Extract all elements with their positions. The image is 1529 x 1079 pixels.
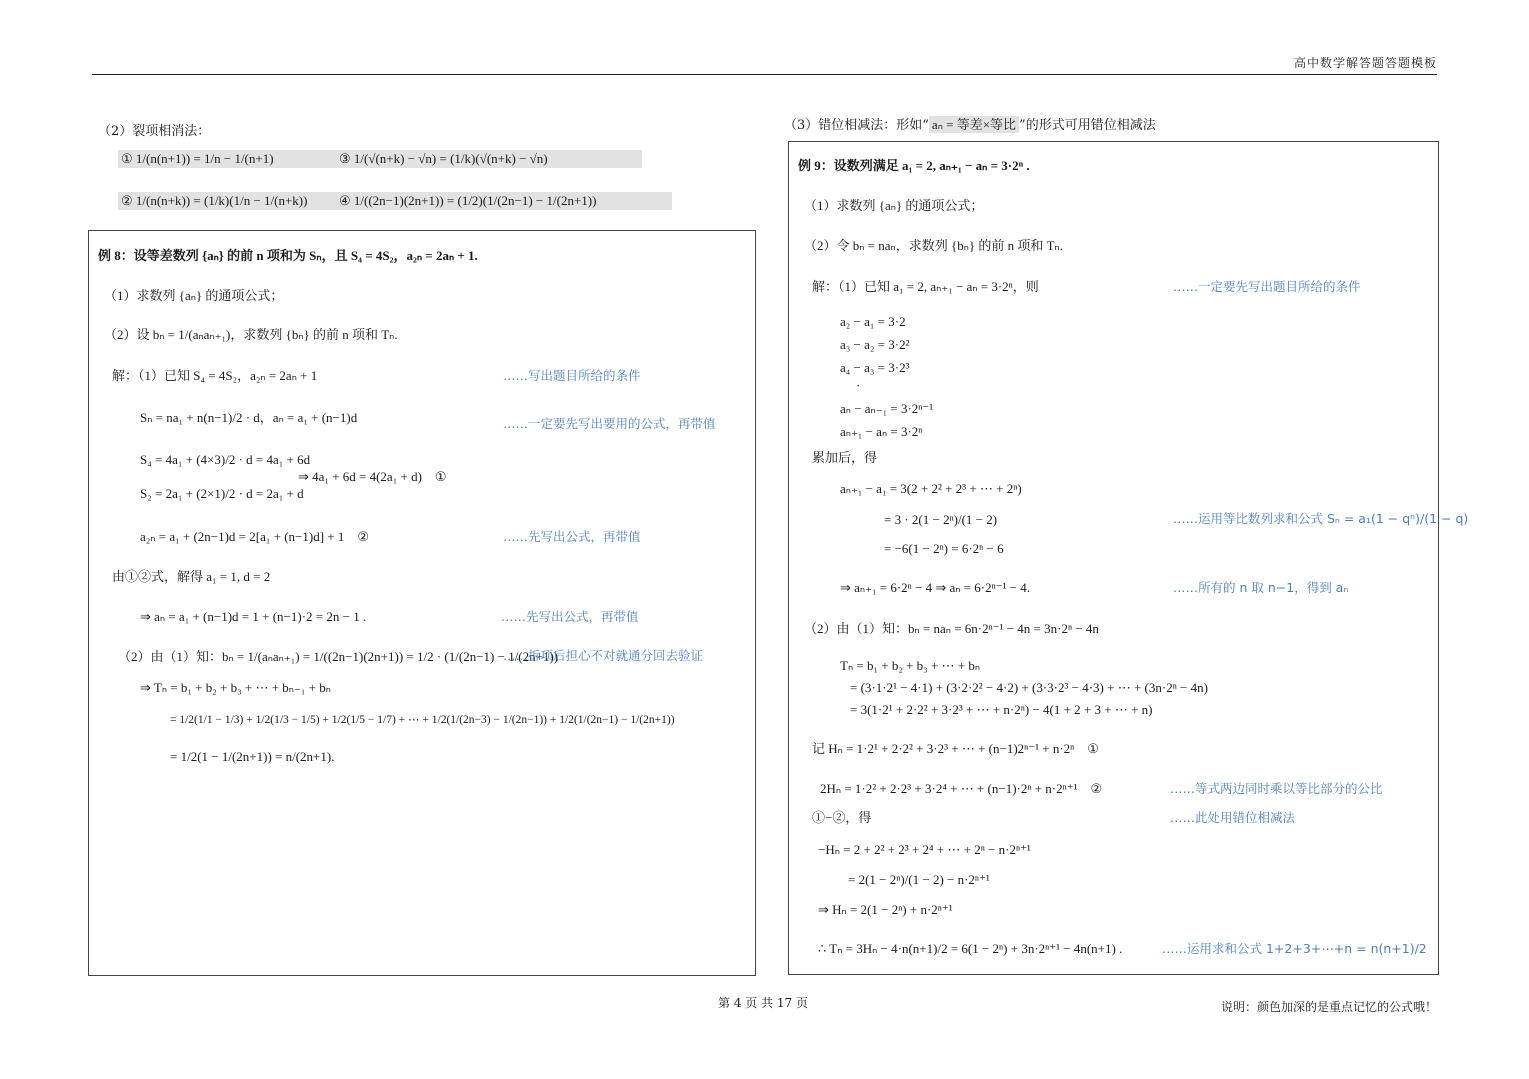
example8-q1: （1）求数列 {aₙ} 的通项公式； [104, 288, 284, 303]
ex9-line-1: 解：（1）已知 a₁ = 2, aₙ₊₁ − aₙ = 3·2ⁿ，则 [812, 279, 1039, 294]
ex8-line-7: 由①②式，解得 a₁ = 1, d = 2 [112, 569, 271, 584]
ex9-line-20: −Hₙ = 2 + 2² + 2³ + 2⁴ + ⋯ + 2ⁿ − n·2ⁿ⁺¹ [818, 842, 1031, 857]
ex8-line-6: a₂ₙ = a₁ + (2n−1)d = 2[a₁ + (n−1)d] + 1 ② [140, 529, 370, 544]
ex8-note-5: ……拆项后担心不对就通分回去验证 [503, 648, 704, 663]
ex9-note-6: ……运用求和公式 1+2+3+⋯+n = n(n+1)/2 [1162, 941, 1427, 956]
ex9-line-6: aₙ − aₙ₋₁ = 3·2ⁿ⁻¹ [840, 401, 934, 416]
ex9-line-4: a₄ − a₃ = 3·2³ [840, 360, 910, 375]
ex9-line-11: = −6(1 − 2ⁿ) = 6·2ⁿ − 6 [884, 541, 1004, 556]
footer-note: 说明：颜色加深的是重点记忆的公式哦！ [1220, 1000, 1437, 1014]
ex8-line-5: S₂ = 2a₁ + (2×1)/2 · d = 2a₁ + d [140, 486, 304, 501]
ex8-note-4: ……先写出公式，再带值 [501, 609, 639, 624]
section2-title: （2）裂项相消法： [98, 124, 211, 139]
ex9-line-2: a₂ − a₁ = 3·2 [840, 314, 906, 329]
ex8-line-8: ⇒ aₙ = a₁ + (n−1)d = 1 + (n−1)·2 = 2n − 1 . [140, 609, 367, 624]
ex9-note-5: ……此处用错位相减法 [1170, 810, 1296, 825]
ex8-line-9: （2）由（1）知：bₙ = 1/(aₙaₙ₊₁) = 1/((2n−1)(2n+1)) = 1/2 · (1/(2n−1) − 1/(2n+1)) [118, 649, 559, 664]
example9-q1: （1）求数列 {aₙ} 的通项公式； [804, 198, 984, 213]
ex9-note-1: ……一定要先写出题目所给的条件 [1173, 279, 1361, 294]
formula-2: ② 1/(n(n+k)) = (1/k)(1/n − 1/(n+k)) [118, 192, 364, 210]
ex8-note-1: ……写出题目所给的条件 [503, 368, 641, 383]
example8-title: 例 8：设等差数列 {aₙ} 的前 n 项和为 Sₙ，且 S₄ = 4S₂，a₂ₙ = 2aₙ + 1. [98, 248, 478, 263]
ex8-note-2: ……一定要先写出要用的公式，再带值 [503, 416, 716, 431]
ex9-line-17: 记 Hₙ = 1·2¹ + 2·2² + 3·2³ + ⋯ + (n−1)2ⁿ⁻¹ + n·2ⁿ ① [812, 741, 1099, 756]
ex9-line-13: （2）由（1）知：bₙ = naₙ = 6n·2ⁿ⁻¹ − 4n = 3n·2ⁿ − 4n [804, 621, 1099, 636]
example9-q2: （2）令 bₙ = naₙ，求数列 {bₙ} 的前 n 项和 Tₙ. [804, 238, 1063, 253]
ex9-line-23: ∴ Tₙ = 3Hₙ − 4·n(n+1)/2 = 6(1 − 2ⁿ) + 3n·2ⁿ⁺¹ − 4n(n+1) . [818, 941, 1123, 956]
ex8-line-2: Sₙ = na₁ + n(n−1)/2 · d，aₙ = a₁ + (n−1)d [140, 410, 358, 425]
header-divider [92, 74, 1437, 75]
ex9-line-7: aₙ₊₁ − aₙ = 3·2ⁿ [840, 424, 923, 439]
ex8-note-3: ……先写出公式，再带值 [503, 529, 641, 544]
ex8-line-12: = 1/2(1 − 1/(2n+1)) = n/(2n+1). [170, 749, 335, 764]
page-number: 第 4 页 共 17 页 [718, 996, 808, 1010]
header-title: 高中数学解答题答题模板 [1293, 56, 1437, 70]
ex8-line-1: 解：（1）已知 S₄ = 4S₂，a₂ₙ = 2aₙ + 1 [112, 368, 318, 383]
ex9-note-4: ……等式两边同时乘以等比部分的公比 [1170, 781, 1383, 796]
ex9-line-5: · [856, 378, 861, 393]
ex9-line-9: aₙ₊₁ − a₁ = 3(2 + 2² + 2³ + ⋯ + 2ⁿ) [840, 481, 1022, 496]
ex9-line-22: ⇒ Hₙ = 2(1 − 2ⁿ) + n·2ⁿ⁺¹ [818, 902, 953, 917]
ex9-line-18: 2Hₙ = 1·2² + 2·2³ + 3·2⁴ + ⋯ + (n−1)·2ⁿ + n·2ⁿ⁺¹ ② [820, 781, 1103, 796]
example8-q2: （2）设 bₙ = 1/(aₙaₙ₊₁)，求数列 {bₙ} 的前 n 项和 Tₙ. [104, 327, 398, 342]
section3-title [784, 117, 1156, 134]
section3-shaded-formula: aₙ = 等差×等比 [929, 116, 1019, 133]
formula-3: ③ 1/(√(n+k) − √n) = (1/k)(√(n+k) − √n) [336, 150, 642, 168]
ex9-line-19: ①−②，得 [812, 810, 872, 825]
ex9-line-12: ⇒ aₙ₊₁ = 6·2ⁿ − 4 ⇒ aₙ = 6·2ⁿ⁻¹ − 4. [840, 580, 1031, 595]
example9-title: 例 9：设数列满足 a₁ = 2, aₙ₊₁ − aₙ = 3·2ⁿ . [798, 158, 1030, 173]
ex8-line-3: S₄ = 4a₁ + (4×3)/2 · d = 4a₁ + 6d [140, 452, 311, 467]
ex9-line-8: 累加后，得 [812, 450, 878, 465]
ex9-line-14: Tₙ = b₁ + b₂ + b₃ + ⋯ + bₙ [840, 658, 981, 673]
ex8-line-10: ⇒ Tₙ = b₁ + b₂ + b₃ + ⋯ + bₙ₋₁ + bₙ [140, 680, 331, 695]
ex8-line-11: = 1/2(1/1 − 1/3) + 1/2(1/3 − 1/5) + 1/2(1/5 − 1/7) + ⋯ + 1/2(1/(2n−3) − 1/(2n−1)) + 1/2(1/(2n−1) − 1/(2n+1)) [170, 714, 675, 726]
ex9-note-2: ……运用等比数列求和公式 Sₙ = a₁(1 − qⁿ)/(1 − q) [1173, 511, 1469, 526]
ex8-line-4: ⇒ 4a₁ + 6d = 4(2a₁ + d) ① [298, 469, 447, 484]
section3-prefix: （3）错位相减法：形如“ [784, 118, 929, 133]
ex9-line-15: = (3·1·2¹ − 4·1) + (3·2·2² − 4·2) + (3·3·2³ − 4·3) + ⋯ + (3n·2ⁿ − 4n) [850, 680, 1208, 695]
ex9-note-3: ……所有的 n 取 n−1，得到 aₙ [1173, 580, 1349, 595]
formula-4: ④ 1/((2n−1)(2n+1)) = (1/2)(1/(2n−1) − 1/(2n+1)) [336, 192, 672, 210]
ex9-line-3: a₃ − a₂ = 3·2² [840, 337, 910, 352]
ex9-line-16: = 3(1·2¹ + 2·2² + 3·2³ + ⋯ + n·2ⁿ) − 4(1 + 2 + 3 + ⋯ + n) [850, 702, 1153, 717]
section3-suffix: ”的形式可用错位相减法 [1019, 118, 1156, 133]
ex9-line-10: = 3 · 2(1 − 2ⁿ)/(1 − 2) [884, 512, 998, 527]
ex9-line-21: = 2(1 − 2ⁿ)/(1 − 2) − n·2ⁿ⁺¹ [848, 872, 990, 887]
formula-1: ① 1/(n(n+1)) = 1/n − 1/(n+1) [118, 150, 364, 168]
